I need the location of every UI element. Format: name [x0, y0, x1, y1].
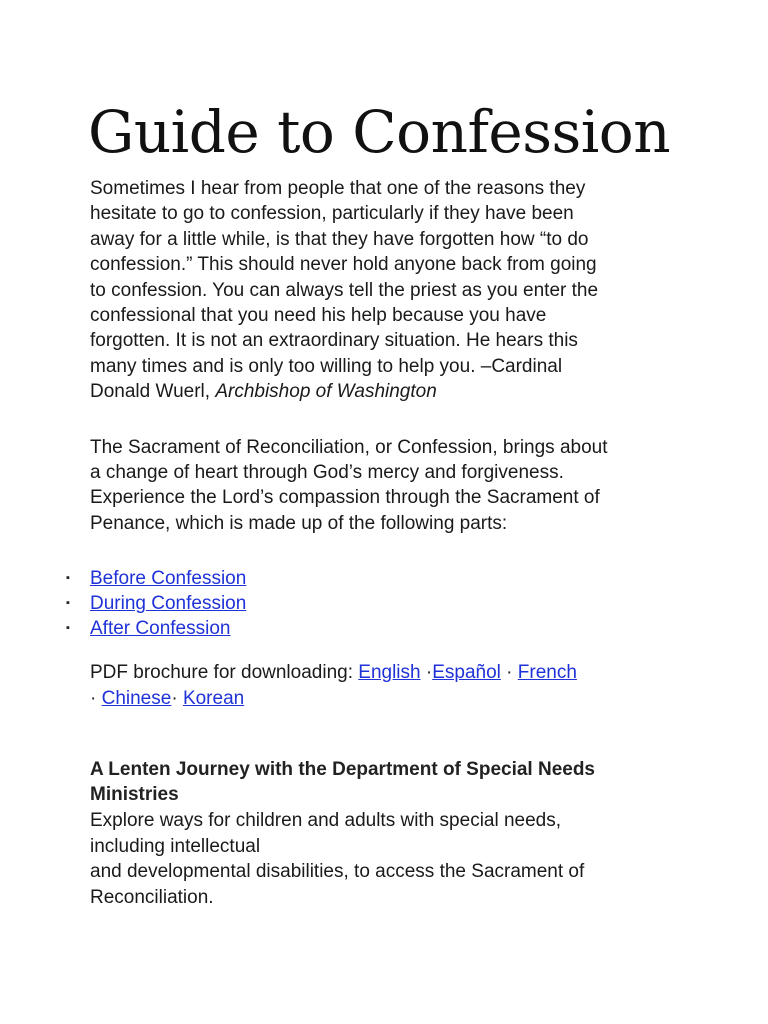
sacrament-line: a change of heart through God’s mercy and forgiveness. — [90, 462, 564, 484]
sacrament-paragraph — [90, 435, 690, 537]
intro-line: hesitate to go to confession, particularly if they have been — [90, 203, 574, 225]
intro-line: forgotten. It is not an extraordinary situation. He hears this — [90, 330, 578, 352]
intro-line: confessional that you need his help because you have — [90, 305, 547, 327]
after-confession-link[interactable]: After Confession — [90, 618, 231, 640]
pdf-chinese-link[interactable]: Chinese — [101, 687, 172, 709]
pdf-english-link[interactable]: English — [358, 662, 421, 684]
separator: · — [425, 662, 433, 684]
intro-line: Donald Wuerl, — [90, 381, 216, 403]
lenten-line: including intellectual — [90, 835, 261, 857]
intro-line: many times and is only too willing to help you. –Cardinal — [90, 355, 563, 377]
page-title: Guide to Confession — [88, 98, 671, 166]
pdf-french-link[interactable]: French — [517, 662, 577, 684]
heading-line: Ministries — [90, 784, 179, 806]
lenten-line: Reconciliation. — [90, 886, 214, 908]
separator: · — [171, 687, 178, 709]
lenten-journey-heading — [90, 757, 690, 807]
intro-line: to confession. You can always tell the priest as you enter the — [90, 279, 599, 301]
list-item — [0, 591, 690, 616]
pdf-korean-link[interactable]: Korean — [182, 687, 245, 709]
intro-line: confession.” This should never hold anyone back from going — [90, 254, 597, 276]
list-item — [0, 616, 690, 641]
attribution-title: Archbishop of Washington — [215, 381, 437, 403]
lenten-line: and developmental disabilities, to access the Sacrament of — [90, 861, 585, 883]
list-item — [0, 566, 690, 591]
confession-parts-list — [0, 566, 690, 641]
pdf-label: PDF brochure for downloading: — [90, 662, 359, 684]
separator: · — [90, 687, 97, 709]
lenten-journey-paragraph — [90, 808, 690, 910]
lenten-line: Explore ways for children and adults with special needs, — [90, 810, 562, 832]
intro-line: Sometimes I hear from people that one of the reasons they — [90, 178, 586, 199]
sacrament-line: Penance, which is made up of the following parts: — [90, 512, 508, 534]
bullet-icon: ▪ — [66, 622, 70, 635]
intro-paragraph — [90, 176, 690, 405]
sacrament-line: The Sacrament of Reconciliation, or Confession, brings about — [90, 436, 608, 458]
separator: · — [506, 662, 513, 684]
heading-line: A Lenten Journey with the Department of Special Needs — [90, 759, 596, 781]
bullet-icon: ▪ — [66, 597, 70, 610]
bullet-icon: ▪ — [66, 572, 70, 585]
pdf-espanol-link[interactable]: Español — [432, 662, 501, 684]
sacrament-line: Experience the Lord’s compassion through the Sacrament of — [90, 487, 600, 509]
document-page — [66, 98, 690, 910]
before-confession-link[interactable]: Before Confession — [90, 568, 247, 590]
during-confession-link[interactable]: During Confession — [90, 593, 247, 615]
pdf-brochure-line — [90, 660, 690, 711]
intro-line: away for a little while, is that they have forgotten how “to do — [90, 228, 589, 250]
